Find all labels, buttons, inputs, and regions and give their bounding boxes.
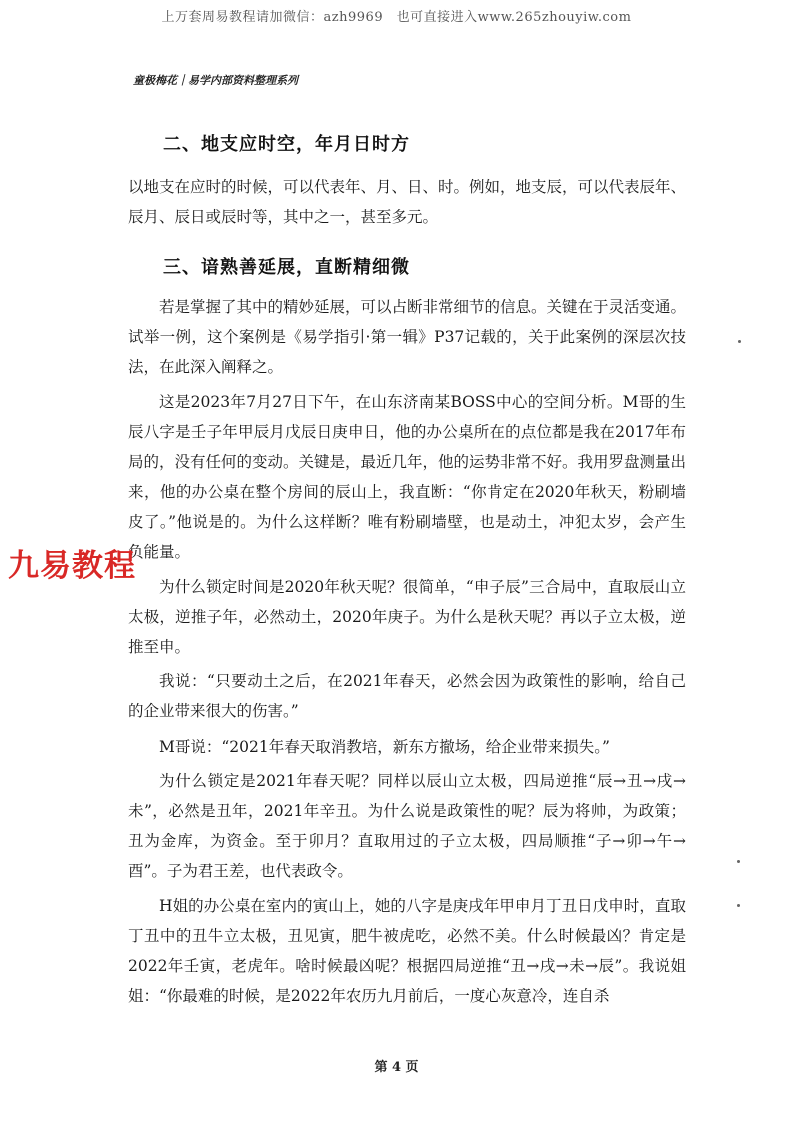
scan-speck	[738, 340, 741, 343]
scan-speck	[737, 904, 740, 907]
scan-speck	[737, 860, 740, 863]
paragraph: 若是掌握了其中的精妙延展，可以占断非常细节的信息。关键在于灵活变通。试举一例，这个案例是《易学指引·第一辑》P37记载的，关于此案例的深层次技法，在此深入阐释之。	[128, 298, 687, 376]
paragraph: 为什么锁定是2021年春天呢？同样以辰山立太极，四局逆推“辰→丑→戌→未”，必然是丑年，2021年辛丑。为什么说是政策性的呢？辰为将帅，为政策；丑为金库，为资金。至于卯月？直取用过的子立太极，四局顺推“子→卯→午→酉”。子为君王差，也代表政令。	[128, 772, 686, 880]
section-heading-2: 三、谙熟善延展，直断精细微	[163, 257, 410, 278]
top-watermark: 上万套周易教程请加微信：azh9969 也可直接进入www.265zhouyiw.com	[161, 10, 632, 25]
section-heading-1: 二、地支应时空，年月日时方	[163, 134, 410, 155]
paragraph: 为什么锁定时间是2020年秋天呢？很简单，“申子辰”三合局中，直取辰山立太极，逆推子年，必然动土，2020年庚子。为什么是秋天呢？再以子立太极，逆推至申。	[128, 578, 686, 656]
brand-watermark: 九易教程	[8, 548, 136, 584]
paragraph: 这是2023年7月27日下午，在山东济南某BOSS中心的空间分析。M哥的生辰八字是壬子年甲辰月戊辰日庚申日，他的办公桌所在的点位都是我在2017年布局的，没有任何的变动。关键是，最近几年，他的运势非常不好。我用罗盘测量出来，他的办公桌在整个房间的辰山上，我直断：“你肯定在2020年秋天，粉刷墙皮了。”他说是的。为什么这样断？唯有粉刷墙壁，也是动土，冲犯太岁，会产生负能量。	[128, 393, 687, 561]
paragraph: 以地支在应时的时候，可以代表年、月、日、时。例如，地支辰，可以代表辰年、辰月、辰日或辰时等，其中之一，甚至多元。	[128, 178, 687, 226]
series-header: 童极梅花｜易学内部资料整理系列	[133, 74, 298, 87]
page-number: 第 4 页	[374, 1060, 419, 1075]
paragraph: 我说：“只要动土之后，在2021年春天，必然会因为政策性的影响，给自己的企业带来很大的伤害。”	[128, 672, 686, 720]
paragraph: M哥说：“2021年春天取消教培，新东方撤场，给企业带来损失。”	[159, 738, 610, 756]
paragraph: H姐的办公桌在室内的寅山上，她的八字是庚戌年甲申月丁丑日戊申时，直取丁丑中的丑牛立太极，丑见寅，肥牛被虎吃，必然不美。什么时候最凶？肯定是2022年壬寅，老虎年。啥时候最凶呢？根据四局逆推“丑→戌→未→辰”。我说姐姐：“你最难的时候，是2022年农历九月前后，一度心灰意冷，连自杀	[128, 897, 686, 1005]
